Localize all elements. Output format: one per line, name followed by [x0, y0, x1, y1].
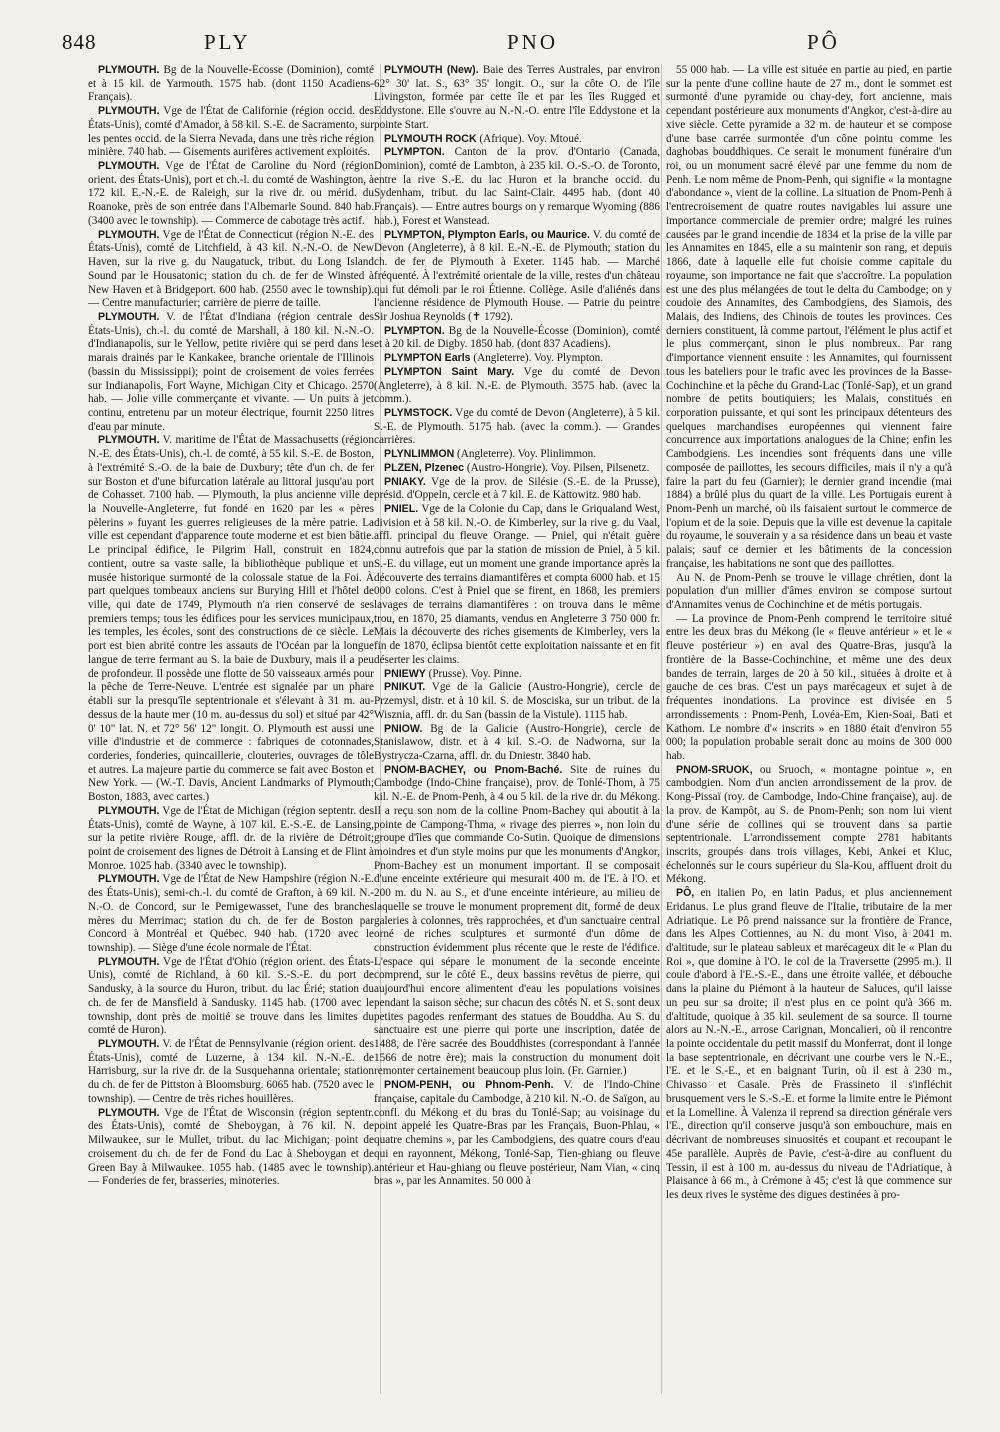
entry-text: ou Sruoch, « montagne pointue », en cambodgien. Nom d'un ancien arrondissement de la prov. de Kong-Pissaï (roy. de Cambodge, Indo-Chine française), auj. de la prov. de Kampôt, au S. de Pnom-Penh; son nom lui vient d'une série de collines qui se trouvent dans sa partie septentrionale. L'arrondissement compte 2781 habitants inscrits, groupés dans trois villages, Kebi, Ankei et Kluc, échelonnés sur le cours supérieur du Sla-Kou, affluent droit du Mékong.: [666, 763, 952, 886]
entry-text: Vge du comté de Devon (Angleterre), à 8 kil. N.-E. de Plymouth. 3575 hab. (avec la comm.).: [374, 365, 660, 406]
entry-text: V. maritime de l'État de Massachusetts (région N.-E. des États-Unis), ch.-l. de comté, à 55 kil. S.-E. de Boston, à l'extrémité S.-O. de la baie de Duxbury; tête d'un ch. de fer sur Boston et d'une bifurcation latérale au littoral jusqu'au port de Cohasset. 7100 hab. — Plymouth, la plus ancienne ville de la Nouvelle-Angleterre, fut fondé en 1620 par les « pères pèlerins » fuyant les guerres religieuses de la mère patrie. La ville est cependant d'apparence toute moderne et est bien bâtie. Le principal édifice, le Pilgrim Hall, construit en 1824, contient, outre sa vaste salle, la bibliothèque publique et un musée historique surmonté de la colossale statue de la Foi. À part quelques tombeaux anciens sur Burying Hill et l'hôtel de ville, qui date de 1749, Plymouth n'a rien conservé de ses premiers temps; tous les édifices pour les services municipaux, les temples, les écoles, sont des constructions de ce siècle. Le port est bien abrité contre les assauts de l'Océan par la longue langue de terre fermant au S. la baie de Duxbury, mais il a peu de profondeur. Il possède une flotte de 50 vaisseaux armés pour la pêche de Terre-Neuve. L'entrée est signalée par un phare établi sur la presqu'île septentrionale et s'élevant à 31 m. au-dessus de la haute mer (10 m. au-dessus du sol) et situé par 42° 0' 10" lat. N. et 72° 56' 12" longit. O. Plymouth est aussi une ville d'industrie et de commerce : fabriques de cotonnades, corderies, fonderies, quincaillerie, clouteries, ouvrages de tôle et autres. La majeure partie du commerce se fait avec Boston et New York. — (W.-T. Davis, Ancient Landmarks of Plymouth; Boston, 1883, avec cartes.): [88, 434, 374, 804]
text-column-middle: [374, 64, 660, 1394]
dictionary-entry: [88, 105, 374, 160]
text-column-right: [666, 64, 952, 1394]
entry-text: Bg de la Nouvelle-Écosse (Dominion), comté et à 20 kil. de Digby. 1850 hab. (dont 837 Acadiens).: [374, 324, 660, 351]
entry-text: V. de l'État d'Indiana (région centrale des États-Unis), ch.-l. du comté de Marshall, à 180 kil. N.-N.-O. d'Indianapolis, sur le Yellow, petite rivière qui se perd dans les marais drainés par le Kankakee, branche orientale de l'Illinois (bassin du Mississippi); point de croisement de voies ferrées sur Indianapolis, Fort Wayne, Michigan City et Chicago. 2570 hab. — Jolie ville commerçante et vivante. — Un puits à jet continu, entretenu par un moteur électrique, fournit 2250 litres d'eau par minute.: [88, 310, 374, 433]
entry-text: Vge de l'État de Californie (région occid. des États-Unis), comté d'Amador, à 58 kil. S.-E. de Sacramento, sur les pentes occid. de la Sierra Nevada, dans une très riche région minière. 740 hab. — Gisements aurifères activement exploités.: [88, 105, 374, 159]
entry-text: (Angleterre). Voy. Plinlimmon.: [457, 448, 597, 461]
entry-headword: PLYMOUTH.: [98, 1038, 160, 1051]
dictionary-entry: [88, 160, 374, 229]
dictionary-entry: [374, 352, 660, 366]
entry-headword: PNOM-PENH, ou Phnom-Penh.: [384, 1079, 554, 1092]
entry-text: V. de l'État de Pennsylvanie (région orient. des États-Unis), comté de Luzerne, à 134 kil. N.-N.-E. de Harrisburg, sur la rive dr. de la Susquehanna orientale; station du ch. de fer de Pittston à Bloomsburg. 6065 hab. (7520 avec le township). — Centre de très riches houillères.: [88, 1038, 374, 1105]
text-column-left: [88, 64, 374, 1394]
running-head-middle: PNO: [507, 30, 559, 54]
entry-text: Vge de l'État de Wisconsin (région septentr. des États-Unis), comté de Sheboygan, à 76 kil. N. de Milwaukee, sur le Mullet, tribut. du lac Michigan; point de croisement du ch. de fer de Fond du Lac à Sheboygan et de Green Bay à Milwaukee. 1055 hab. (1485 avec le township). — Fonderies de fer, brasseries, minoteries.: [88, 1106, 374, 1188]
entry-headword: PNIEL.: [384, 503, 419, 515]
entry-text: (Prusse). Voy. Pinne.: [428, 667, 522, 680]
entry-headword: PLYMOUTH.: [98, 804, 160, 817]
dictionary-entry: [374, 448, 660, 462]
dictionary-entry: [374, 503, 660, 668]
entry-headword: PLYMOUTH.: [98, 310, 160, 323]
dictionary-entry: [374, 325, 660, 352]
entry-text: Vge de l'État de Connecticut (région N.-E. des États-Unis), comté de Litchfield, à 43 kil. N.-N.-O. de New Haven, sur la rive g. du Naugatuck, tribut. du Long Island Sound par le Housatonic; station du ch. de fer de Winsted à New Haven et à Bridgeport. 600 hab. (2550 avec le township). — Centre manufacturier; carrière de pierre de taille.: [88, 228, 374, 310]
running-head-left: PLY: [204, 30, 251, 54]
dictionary-entry: [374, 681, 660, 722]
dictionary-entry: [374, 64, 660, 133]
entry-headword: PLYMOUTH.: [98, 1106, 160, 1119]
entry-headword: PNOM-SRUOK,: [676, 763, 753, 776]
dictionary-entry: [88, 64, 374, 105]
entry-headword: PLYMOUTH.: [98, 105, 160, 118]
dictionary-entry: [88, 229, 374, 311]
entry-text: Vge de l'État de Caroline du Nord (région orient. des États-Unis), port et ch.-l. du comté de Washington, à 172 kil. E.-N.-E. de Raleigh, sur la rive dr. ou mérid. du Roanoke, près de son entrée dans l'Albemarle Sound. 840 hab. (3400 avec le township). — Commerce de cabotage très actif.: [88, 160, 374, 227]
dictionary-entry: [666, 887, 952, 1203]
dictionary-entry: [374, 407, 660, 448]
entry-headword: PLYMPTON Earls: [384, 352, 471, 365]
page-number: 848: [62, 30, 97, 54]
entry-text: Vge de la prov. de Silésie (S.-E. de la Prusse), présid. d'Oppeln, cercle et à 7 kil. E. de Kattowitz. 980 hab.: [374, 475, 660, 502]
entry-text: Vge de l'État de New Hampshire (région N.-E. des États-Unis), semi-ch.-l. du comté de Grafton, à 69 kil. N.-N.-O. de Concord, sur le Pemigewasset, l'une des branches mères du Merrimac; station du ch. de fer de Boston par Concord à Montréal et Québec. 940 hab. (1720 avec le township). — Siège d'une école normale de l'État.: [88, 873, 374, 954]
entry-text: V. de l'Indo-Chine française, capitale du Cambodge, à 210 kil. N.-O. de Saïgon, au confl. du Mékong et du bras du Tonlé-Sap; au voisinage du point appelé les Quatre-Bras par les Français, Buon-Phlau, « quatre chemins », par les Cambodgiens, des quatre cours d'eau qui en rayonnent, Mékong, Tonlé-Sap, Tien-ghiang ou fleuve antérieur et Hau-ghiang ou fleuve postérieur, Nam Vian, « cinq bras », par les Annamites. 50 000 à: [374, 1079, 660, 1188]
entry-headword: PLYMOUTH ROCK: [384, 132, 477, 145]
entry-text: 55 000 hab. — La ville est située en partie au pied, en partie sur la pente d'une colline haute de 27 m., dont le sommet est surmonté d'une pyramide ou chay-dey, fort ancienne, mais cependant postérieure aux monuments d'Angkor, c'est-à-dire au xive siècle. Cette pyramide a 32 m. de hauteur et se compose d'une base carrée surmontée d'un cône pointu comme les daghobas bouddhiques. Ce serait le monument funéraire d'un roi, ou un monument sacré élevé par une femme du nom de Penh. Le nom même de Pnom-Penh, qui signifie « la montagne d'abondance », vient de la colline. La situation de Pnom-Penh à l'entrecroisement de quatre routes navigables lui assure une importance commerciale de premier ordre; malgré les ruines causées par le grand incendie de 1834 et la prise de la ville par les Annamites en 1845, elle a su maintenir son rang, et depuis 1866, date à laquelle elle fut choisie comme capitale du royaume, son importance ne fait que s'accroître. La population est une des plus mélangées de tout le delta du Cambodge; on y coudoie des Annamites, des Cambodgiens, des Siamois, des Malais, des Indiens, des Chinois de toutes les provinces. Ces derniers constituent, là comme partout, l'élément le plus actif et le plus commerçant, sinon le plus nombreux. Par rang d'importance viennent ensuite : les Annamites, qui fournissent tous les bateliers pour le trafic avec les provinces de la Basse-Cochinchine et la pêche du Grand-Lac (Tonlé-Sap), et un grand nombre de petits boutiquiers; les Malais, constitués en corporation puissante, et qui sont les principaux détenteurs des quelques marchandises européennes qui viennent faire concurrence aux importations analogues de la Chine; enfin les Cambodgiens. Les incendies sont fréquents dans une ville composée de paillottes, les secours difficiles, mais il n'y a qu'à faire la part du feu (Garnier); le dernier grand incendie (mai 1884) a brûlé plus du quart de la ville. Les Portugais eurent à Pnom-Penh un marché, où ils faisaient surtout le commerce de l'opium et de la soie. Depuis que la ville est devenue la capitale du royaume, le souverain y a sa résidence dans un beau et vaste palais; sauf ce dernier et les bâtiments de la concession française, les habitations ne sont que des paillottes.: [666, 64, 952, 570]
dictionary-entry: [374, 668, 660, 682]
dictionary-entry: [88, 956, 374, 1038]
page-header: [62, 30, 952, 60]
dictionary-entry: [374, 366, 660, 407]
entry-headword: PNIOW.: [384, 722, 423, 735]
entry-text: Canton de la prov. d'Ontario (Canada, Dominion), comté de Lambton, à 235 kil. O.-S.-O. de Toronto, entre la rive S.-E. du lac Huron et la branche occid. du Sydenham, tribut. du lac Saint-Clair. 4495 hab. (dont 40 Français). — Entre autres bourgs on y remarque Wyoming (886 hab.), Forest et Wanstead.: [374, 146, 660, 227]
running-head-right: PÔ: [807, 30, 840, 54]
entry-text: Vge de l'État de Michigan (région septentr. des États-Unis), comté de Wayne, à 107 kil. E.-S.-E. de Lansing, sur la petite rivière Rouge, affl. dr. de la rivière de Détroit; point de croisement des lignes de Détroit à Lansing et de Flint à Monroe. 1025 hab. (3340 avec le township).: [88, 804, 374, 872]
entry-text: Vge de l'État d'Ohio (région orient. des États-Unis), comté de Richland, à 60 kil. S.-S.-E. du port de Sandusky, à la source du Huron, tribut. du lac Érié; station du ch. de fer de Mansfield à Sandusky. 1145 hab. (1700 avec le township, dont près de moitié se trouve dans les limites du comté de Huron).: [88, 955, 374, 1037]
dictionary-entry: [666, 64, 952, 572]
dictionary-entry: [374, 146, 660, 228]
column-divider: [661, 64, 662, 1394]
entry-headword: PLYMPTON.: [384, 146, 445, 159]
entry-headword: PLYNLIMMON: [384, 448, 455, 461]
entry-text: Vge de la Galicie (Austro-Hongrie), cercle de Przemysl, distr. et à 10 kil. S. de Mosciska, sur un tribut. de la Wisznia, affl. dr. du San (bassin de la Vistule). 1115 hab.: [374, 681, 660, 721]
entry-headword: PLYMPTON.: [384, 324, 445, 337]
entry-text: V. du comté de Devon (Angleterre), à 8 kil. E.-N.-E. de Plymouth; station du ch. de fer de Plymouth à Exeter. 1145 hab. — Marché fréquenté. À l'extrémité orientale de la ville, restes d'un château qui fut démoli par le roi Étienne. Collège. Asile d'aliénés dans l'ancienne résidence de Plymouth House. — Patrie du peintre Sir Joshua Reynolds (✝ 1792).: [374, 228, 660, 323]
entry-headword: PLYMOUTH (New).: [384, 64, 479, 76]
entry-headword: PLYMOUTH.: [98, 955, 160, 968]
dictionary-entry: [88, 873, 374, 955]
dictionary-entry: [88, 1107, 374, 1189]
dictionary-entry: [374, 723, 660, 764]
dictionary-entry: [88, 434, 374, 804]
dictionary-entry: [374, 229, 660, 325]
dictionary-entry: [666, 764, 952, 887]
entry-text: Bg de la Galicie (Austro-Hongrie), cercle de Stanislawow, distr. et à 4 kil. S.-O. de Nadworna, sur la Bystrycza-Czarna, affl. dr. du Dniestr. 3840 hab.: [374, 722, 660, 762]
entry-text: (Afrique). Voy. Mtoué.: [479, 132, 582, 145]
entry-text: Site de ruines du Cambodge (Indo-Chine française), prov. de Tonlé-Thom, à 75 kil. N.-E. de Pnom-Penh, à 4 ou 5 kil. de la rive dr. du Mékong. Il a reçu son nom de la colline Pnom-Bachey qui aboutit à la pointe de Campong-Thma, « rivage des pierres », non loin du groupe d'îles que commande Co-Sutin. Quoique de dimensions moindres et d'un style moins pur que les monuments d'Angkor, Pnom-Bachey est un monument important. Il se composait d'une enceinte extérieure qui mesurait 400 m. de l'E. à l'O. et 200 m. du N. au S., et d'une enceinte intérieure, au milieu de laquelle se trouve le monument proprement dit, formé de deux galeries à colonnes, très rapprochées, et d'un sanctuaire central orné de riches sculptures et surmonté d'un dôme de construction évidemment plus récente que le reste de l'édifice. L'espace qui sépare le monument de la seconde enceinte comprend, sur le côté E., deux bassins revêtus de pierre, qui aujourd'hui encore alimentent d'eau les populations voisines pendant la saison sèche; sur chacun des côtés N. et S. sont deux petites pagodes renfermant des statues de Bouddha. Au S. du sanctuaire est une pierre qui porte une inscription, datée de 1488, de l'ère sacrée des Bouddhistes (correspondant à l'année 1566 de notre ère); mais la construction du monument doit remonter certainement beaucoup plus loin. (Fr. Garnier.): [374, 763, 660, 1078]
entry-headword: PLYMOUTH.: [98, 160, 160, 173]
entry-headword: PNOM-BACHEY, ou Pnom-Baché.: [384, 763, 563, 776]
entry-headword: PLYMOUTH.: [98, 434, 160, 447]
entry-text: — La province de Pnom-Penh comprend le territoire situé entre les deux bras du Mékong (le « fleuve antérieur » et le « fleuve postérieur ») en aval des Quatre-Bras, jusqu'à la frontière de la Basse-Cochinchine, et même une des deux bandes de terrain, larges de 20 à 50 kil., situées à droite et à gauche de ces bras. C'est un pays marécageux et sujet à de fréquentes inondations. La province est divisée en 5 arrondissements : Pnom-Penh, Lovéa-Em, Kien-Soai, Bati et Kathom. Le nombre d'« inscrits » en 1880 était d'environ 55 000; la population probable serait donc au moins de 300 000 hab.: [666, 612, 952, 762]
entry-text: Au N. de Pnom-Penh se trouve le village chrétien, dont la population d'un millier d'âmes environ se compose surtout d'Annamites venus de Cochinchine et de métis portugais.: [666, 571, 952, 612]
dictionary-entry: [88, 1038, 374, 1107]
entry-text: Vge de la Colonie du Cap, dans le Griqualand West, division et à 58 kil. N.-O. de Kimberley, sur la rive g. du Vaal, affl. principal du fleuve Orange. — Pniel, qui n'était guère connu autrefois que par la station de mission de Pniel, à 5 kil. S.-E. du village, eut un moment une grande importance après la découverte des terrains diamantifères et compta 6000 hab. et 15 000 colons. C'est à Pniel que se firent, en 1868, les premiers lavages de terrains diamantifères : on trouva dans le même trou, en 1870, 25 diamants, vendus en Angleterre 3 750 000 fr. Mais la découverte des riches gisements de Kimberley, vers la fin de 1870, éclipsa bientôt cette exploitation naissante et en fit déserter les claims.: [374, 503, 660, 666]
dictionary-entry: [666, 613, 952, 764]
entry-headword: PNIKUT.: [384, 681, 426, 694]
entry-headword: PLYMSTOCK.: [384, 406, 453, 419]
dictionary-entry: [88, 805, 374, 874]
dictionary-entry: [88, 311, 374, 434]
dictionary-entry: [374, 462, 660, 476]
entry-headword: PÔ,: [676, 887, 695, 900]
dictionary-entry: [666, 572, 952, 613]
entry-headword: PNIEWY: [384, 667, 426, 680]
entry-headword: PLYMPTON Saint Mary.: [384, 365, 515, 378]
entry-headword: PLYMOUTH.: [98, 873, 160, 886]
entry-text: en italien Po, en latin Padus, et plus anciennement Eridanus. Le plus grand fleuve de l'Italie, tributaire de la mer Adriatique. Le Pô prend naissance sur la frontière de France, dans les Alpes Cottiennes, au N. du mont Viso, à 2041 m. d'altitude, sur le plateau sableux et marécageux dit le « Plan du Roi », que domine à l'O. le col de la Traversette (2995 m.). Il coule d'abord à l'E.-S.-E., dans une étroite vallée, et débouche dans la plaine du Piémont à la hauteur de Saluces, qu'il laisse un peu sur sa droite; il n'est plus en ce point qu'à 366 m. d'altitude, quoique à 35 kil. seulement de sa source. Il tourne alors au N.-N.-E., arrose Carignan, Moncalieri, où il rencontre la pointe occidentale du petit massif du Monferrat, dont il longe la base septentrionale, en décrivant une courbe vers le N.-E., l'E. et le S.-E., et en baignant Turin, où il est à 230 m., Chivasso et Casale. Près de Frassineto il s'infléchit brusquement vers le S.-S.-E. et forme la limite entre le Piémont et la Lomelline. À Valenza il reprend sa direction générale vers l'E., direction qu'il conserve jusqu'à son embouchure, mais en décrivant de nombreuses sinuosités et coupant et recoupant le 45e parallèle. Auprès de Pavie, c'est-à-dire au confluent du Tessin, il est à 100 m. au-dessus du niveau de l'Adriatique, à Plaisance à 66 m., à Crémone à 45; c'est là que commence sur les deux rives le système des digues destinées à pro-: [666, 887, 952, 1201]
entry-text: Baie des Terres Australes, par environ 62° 30' lat. S., 63° 35' longit. O., sur la côte O. de l'île Livingston, formée par cette île et par les îles Rugged et Eddystone. Elle s'ouvre au N.-N.-O. entre l'île Eddystone et la pointe Start.: [374, 64, 660, 131]
entry-text: (Angleterre). Voy. Plympton.: [473, 352, 604, 365]
entry-headword: PLYMOUTH.: [98, 228, 160, 241]
dictionary-entry: [374, 133, 660, 147]
entry-text: Vge du comté de Devon (Angleterre), à 5 kil. S.-E. de Plymouth. 5175 hab. (avec la comm.). — Grandes carrières.: [374, 406, 660, 447]
entry-text: (Austro-Hongrie). Voy. Pilsen, Pilsenetz.: [466, 461, 650, 474]
entry-headword: PLYMPTON, Plympton Earls, ou Maurice.: [384, 228, 590, 241]
dictionary-entry: [374, 476, 660, 503]
entry-headword: PNIAKY.: [384, 475, 426, 488]
entry-headword: PLYMOUTH.: [98, 64, 160, 76]
dictionary-entry: [374, 1079, 660, 1189]
entry-headword: PLZEN, Plzenec: [384, 461, 465, 474]
dictionary-entry: [374, 764, 660, 1080]
entry-text: Bg de la Nouvelle-Écosse (Dominion), comté et à 15 kil. de Yarmouth. 1575 hab. (dont 1150 Acadiens-Français).: [88, 64, 374, 104]
